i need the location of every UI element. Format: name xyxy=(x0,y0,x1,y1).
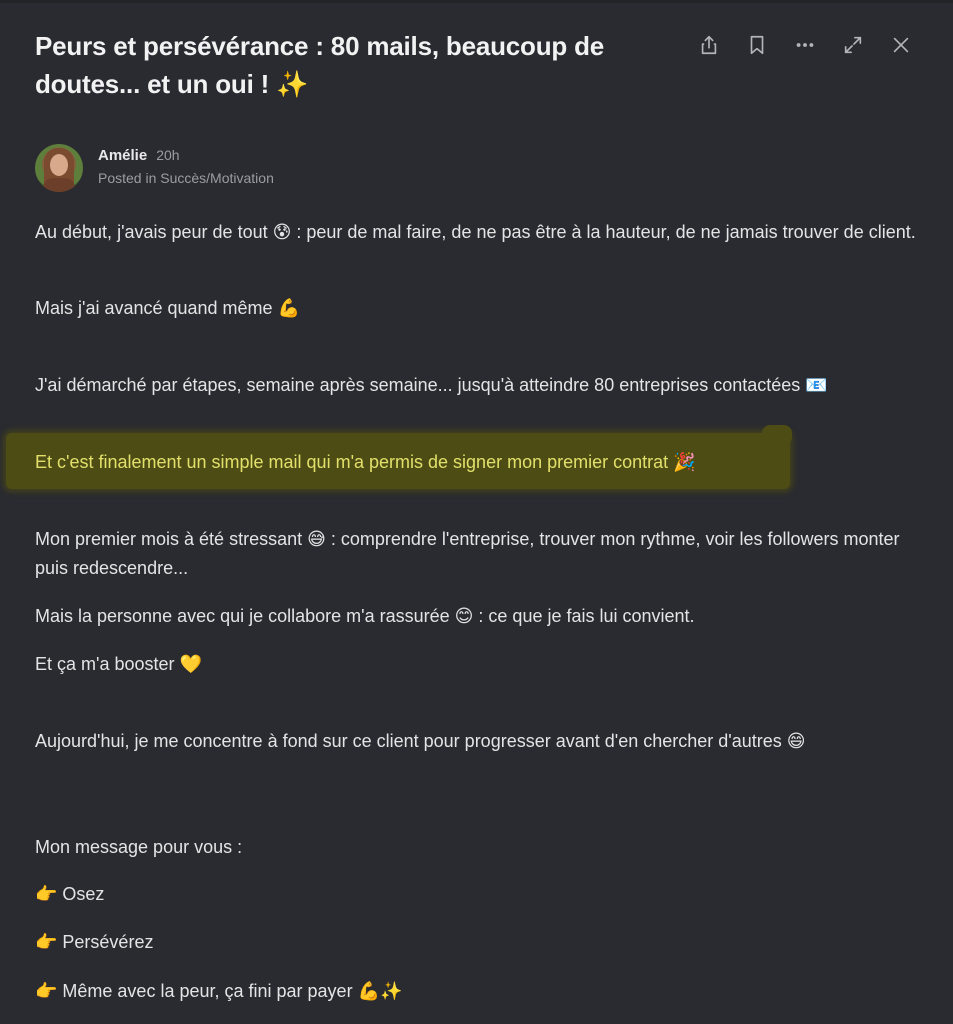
author-name[interactable]: Amélie xyxy=(98,147,148,164)
post-title: Peurs et persévérance : 80 mails, beaucoup de doutes... et un oui ! ✨ xyxy=(35,31,605,99)
close-icon xyxy=(890,34,912,56)
post-timestamp: 20h xyxy=(156,147,180,163)
more-icon xyxy=(794,34,816,56)
expand-icon xyxy=(842,34,864,56)
author-block xyxy=(35,144,274,192)
list-item-persevere: 👉 Persévérez xyxy=(35,932,154,952)
more-options-button[interactable] xyxy=(788,30,822,60)
post-category[interactable]: Posted in Succès/Motivation xyxy=(98,170,274,186)
paragraph-reassurance: Mais la personne avec qui je collabore m'a rassurée 😊 : ce que je fais lui convient. xyxy=(35,606,695,626)
paragraph-highlighted-contract: Et c'est finalement un simple mail qui m'a permis de signer mon premier contrat 🎉 xyxy=(35,452,696,472)
close-button[interactable] xyxy=(884,30,918,60)
list-item-dare: 👉 Osez xyxy=(35,884,105,904)
list-item-pays-off: 👉 Même avec la peur, ça fini par payer 💪✨ xyxy=(35,981,403,1001)
post-actions-toolbar xyxy=(692,30,918,60)
paragraph-boost: Et ça m'a booster 💛 xyxy=(35,654,202,674)
window-top-border xyxy=(0,0,953,3)
paragraph-progress: Mais j'ai avancé quand même 💪 xyxy=(35,298,300,318)
paragraph-first-month: Mon premier mois à été stressant 😅 : comprendre l'entreprise, trouver mon rythme, voir les followers monter puis redescendre... xyxy=(35,529,900,578)
post-header xyxy=(35,27,675,103)
expand-button[interactable] xyxy=(836,30,870,60)
share-icon xyxy=(698,34,720,56)
share-button[interactable] xyxy=(692,30,726,60)
bookmark-icon xyxy=(746,34,768,56)
paragraph-today: Aujourd'hui, je me concentre à fond sur ce client pour progresser avant d'en chercher d'autres 😄 xyxy=(35,731,806,751)
paragraph-intro: Au début, j'avais peur de tout 😰 : peur de mal faire, de ne pas être à la hauteur, de ne jamais trouver de client. xyxy=(35,222,916,242)
bookmark-button[interactable] xyxy=(740,30,774,60)
paragraph-message-heading: Mon message pour vous : xyxy=(35,837,243,857)
avatar[interactable] xyxy=(35,144,83,192)
paragraph-prospecting: J'ai démarché par étapes, semaine après semaine... jusqu'à atteindre 80 entreprises contactées 📧 xyxy=(35,375,828,395)
